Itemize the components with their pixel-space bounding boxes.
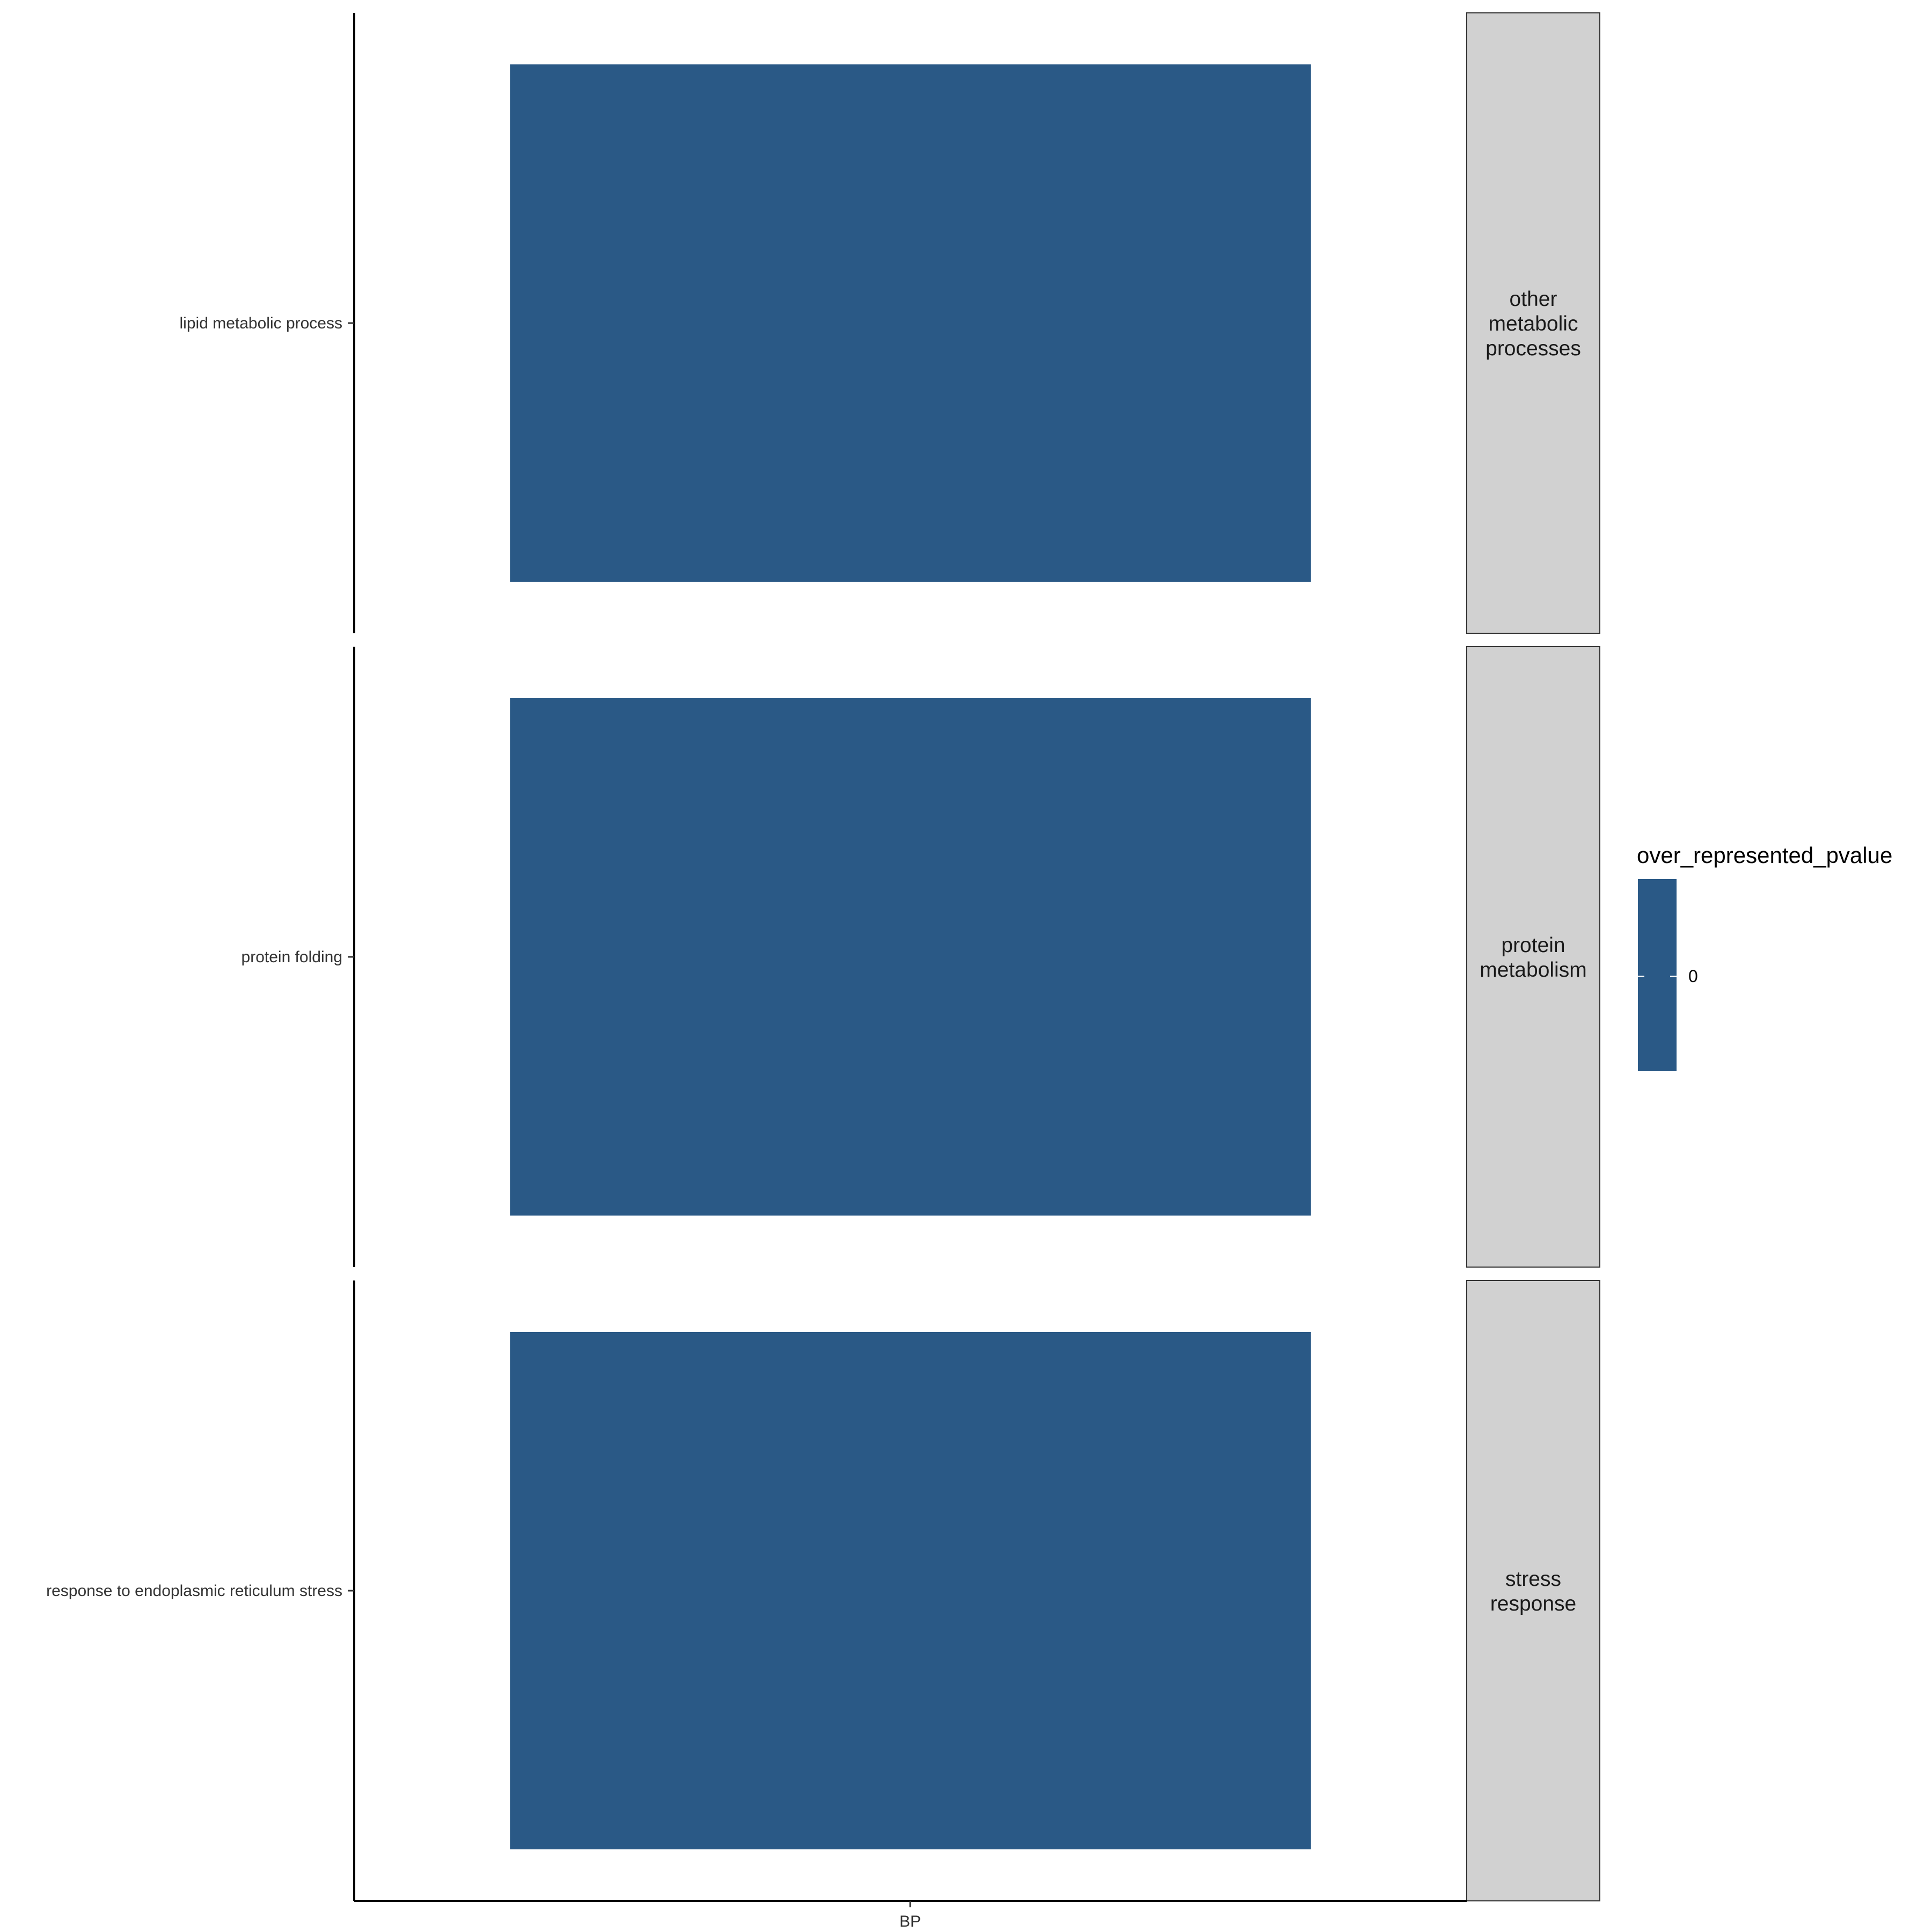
facet-strip-label-line: metabolic [1488, 312, 1578, 335]
facet-strip-box [1467, 647, 1600, 1267]
legend-colorbar [1638, 879, 1677, 1071]
facet-panel [46, 1280, 1311, 1901]
heatmap-tile [510, 698, 1311, 1216]
x-axis [354, 1901, 1467, 1930]
facet-panel [180, 13, 1311, 633]
facet-strip-label-line: stress [1505, 1568, 1562, 1591]
facet-strip-label-line: metabolism [1480, 958, 1587, 982]
facet-strip [1467, 647, 1600, 1267]
y-tick-label: response to endoplasmic reticulum stress [46, 1582, 342, 1600]
facet-strip [1467, 13, 1600, 633]
facet-panel [241, 647, 1311, 1267]
y-tick-label: protein folding [241, 948, 342, 966]
facet-strip-label-line: processes [1485, 337, 1581, 360]
y-tick-label: lipid metabolic process [179, 314, 342, 332]
legend-title: over_represented_pvalue [1637, 843, 1893, 868]
facet-panels [46, 13, 1311, 1901]
heatmap-tile [510, 1332, 1311, 1849]
heatmap-tile [510, 64, 1311, 582]
facet-strip [1467, 1280, 1600, 1901]
facet-strip-label-line: response [1490, 1592, 1577, 1615]
facet-strip-label-line: protein [1501, 934, 1565, 957]
legend [1637, 843, 1892, 1071]
x-tick-label: BP [899, 1913, 921, 1930]
legend-tick-label: 0 [1688, 967, 1698, 986]
facet-strips [1467, 13, 1600, 1901]
facet-strip-box [1467, 1280, 1600, 1901]
facet-strip-label-line: other [1509, 288, 1557, 311]
